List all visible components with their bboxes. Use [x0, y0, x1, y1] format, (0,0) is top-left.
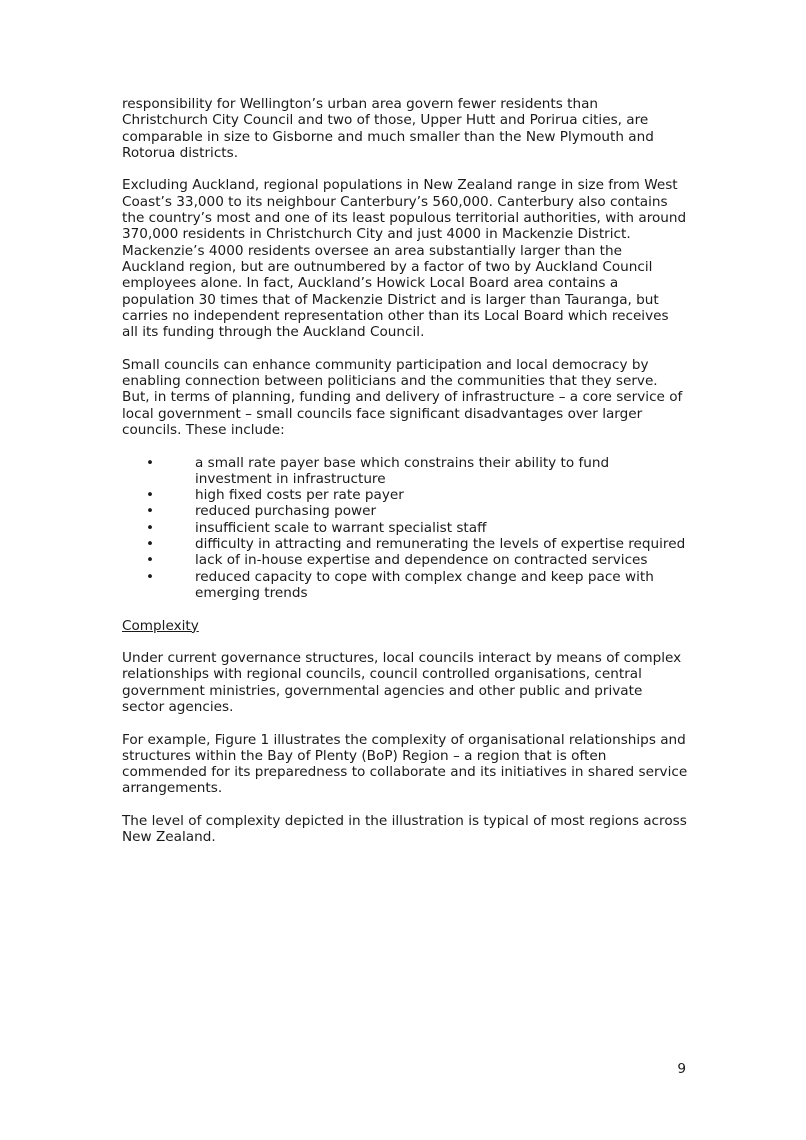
- list-item: [122, 569, 688, 602]
- list-item: [122, 487, 688, 503]
- page-number: 9: [677, 1061, 686, 1077]
- list-item-text: a small rate payer base which constrains their ability to fund investment in infrastructure: [195, 454, 610, 487]
- list-item-text: lack of in-house expertise and dependence on contracted services: [195, 552, 648, 569]
- list-item: [122, 552, 688, 568]
- bullet-icon: •: [146, 536, 155, 553]
- bullet-icon: •: [146, 487, 155, 504]
- list-item: [122, 536, 688, 552]
- list-item-text: difficulty in attracting and remunerating the levels of expertise required: [195, 536, 686, 553]
- bullet-icon: •: [146, 454, 155, 471]
- list-item: [122, 455, 688, 488]
- list-item: [122, 520, 688, 536]
- paragraph-regional-populations: Excluding Auckland, regional populations in New Zealand range in size from West Coast’s 33,000 to its neighbour Canterbury’s 560,000. Canterbury also contains the country’s most and one of its least populous territorial authorities, with around 370,000 residents in Christchurch City and just 4000 in Mackenzie District. Mackenzie’s 4000 residents oversee an area substantially larger than the Auckland region, but are outnumbered by a factor of two by Auckland Council employees alone. In fact, Auckland’s Howick Local Board area contains a population 30 times that of Mackenzie District and is larger than Tauranga, but carries no independent representation other than its Local Board which receives all its funding through the Auckland Council.: [122, 177, 687, 341]
- list-item-text: high fixed costs per rate payer: [195, 487, 404, 504]
- paragraph-governance-structures: Under current governance structures, local councils interact by means of complex relationships with regional councils, council controlled organisations, central government ministries, governmental agencies and other public and private sector agencies.: [122, 650, 682, 715]
- section-heading-complexity: Complexity: [122, 617, 199, 634]
- bullet-icon: •: [146, 568, 155, 585]
- paragraph-wellington: responsibility for Wellington’s urban area govern fewer residents than Christchurch City Council and two of those, Upper Hutt and Porirua cities, are comparable in size to Gisborne and much smaller than the New Plymouth and Rotorua districts.: [122, 96, 654, 161]
- paragraph-complexity-typical: The level of complexity depicted in the illustration is typical of most regions across New Zealand.: [122, 813, 687, 846]
- disadvantages-list: [122, 455, 688, 602]
- bullet-icon: •: [146, 552, 155, 569]
- list-item-text: insufficient scale to warrant specialist staff: [195, 519, 487, 536]
- paragraph-small-councils: Small councils can enhance community participation and local democracy by enabling connection between politicians and the communities that they serve. But, in terms of planning, funding and delivery of infrastructure – a core service of local government – small councils face significant disadvantages over larger councils. These include:: [122, 356, 683, 438]
- bullet-icon: •: [146, 503, 155, 520]
- paragraph-figure-example: For example, Figure 1 illustrates the complexity of organisational relationships and structures within the Bay of Plenty (BoP) Region – a region that is often commended for its preparedness to collaborate and its initiatives in shared service arrangements.: [122, 731, 688, 797]
- page-body: [122, 96, 688, 862]
- bullet-icon: •: [146, 519, 155, 536]
- list-item: [122, 503, 688, 519]
- list-item-text: reduced capacity to cope with complex change and keep pace with emerging trends: [195, 568, 654, 601]
- list-item-text: reduced purchasing power: [195, 503, 377, 520]
